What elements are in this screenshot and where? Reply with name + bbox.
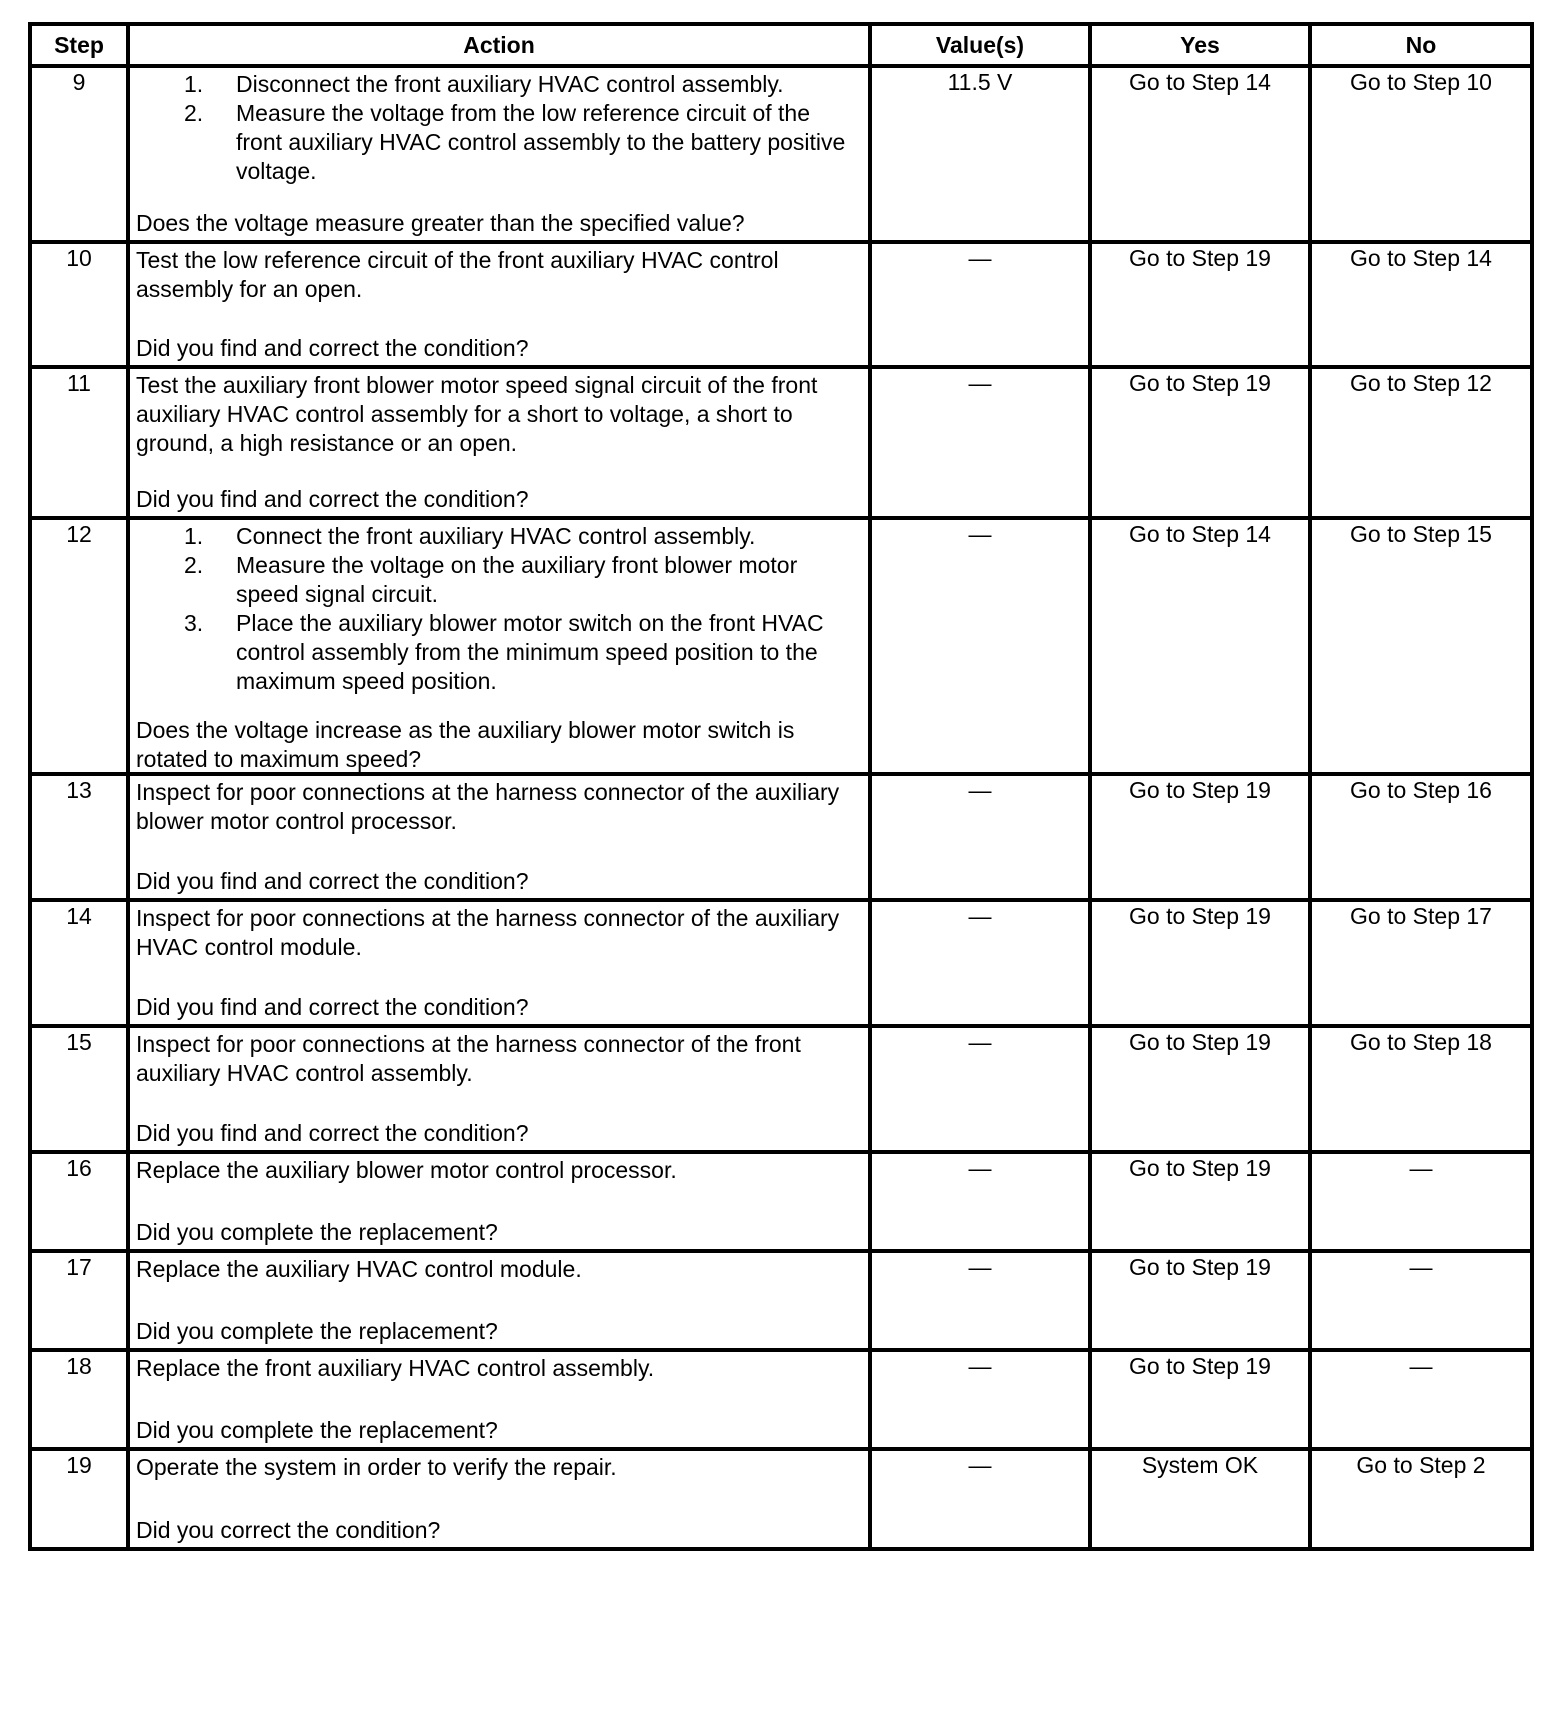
no-result: Go to Step 12	[1310, 367, 1532, 518]
table-row	[30, 1152, 1532, 1251]
instruction-text: Replace the auxiliary HVAC control module.	[136, 1256, 582, 1282]
header-values: Value(s)	[870, 24, 1090, 66]
instruction-text: Test the low reference circuit of the front auxiliary HVAC control assembly for an open.	[136, 247, 779, 302]
instruction-text: Operate the system in order to verify the repair.	[136, 1454, 617, 1480]
action-cell	[128, 1026, 870, 1152]
question-text: Did you complete the replacement?	[136, 1219, 498, 1245]
no-result: —	[1310, 1152, 1532, 1251]
value-cell: —	[870, 242, 1090, 367]
action-content	[130, 520, 868, 772]
diagnostic-table	[28, 22, 1534, 1551]
step-number: 9	[30, 66, 128, 242]
list-text: Place the auxiliary blower motor switch on the front HVAC control assembly from the minimum speed position to the maximum speed position.	[236, 610, 824, 694]
table-row	[30, 1026, 1532, 1152]
action-content	[130, 369, 868, 516]
action-content	[130, 68, 868, 240]
value-cell: —	[870, 1026, 1090, 1152]
question-text: Did you find and correct the condition?	[136, 868, 529, 894]
instruction-text: Test the auxiliary front blower motor speed signal circuit of the front auxiliary HVAC control assembly for a short to voltage, a short to ground, a high resistance or an open.	[136, 372, 818, 456]
action-cell	[128, 1152, 870, 1251]
question-text: Does the voltage increase as the auxiliary blower motor switch is rotated to maximum speed?	[136, 717, 795, 772]
table-row	[30, 900, 1532, 1026]
table-row	[30, 774, 1532, 900]
action-list	[136, 70, 862, 186]
action-cell	[128, 900, 870, 1026]
yes-result: Go to Step 19	[1090, 1251, 1310, 1350]
value-cell: —	[870, 900, 1090, 1026]
list-number: 2.	[184, 552, 204, 578]
header-row	[30, 24, 1532, 66]
action-content	[130, 244, 868, 365]
step-number: 19	[30, 1449, 128, 1549]
header-no: No	[1310, 24, 1532, 66]
yes-result: Go to Step 19	[1090, 1152, 1310, 1251]
instruction-text: Replace the auxiliary blower motor control processor.	[136, 1157, 677, 1183]
action-list-item	[136, 99, 862, 186]
action-cell	[128, 1449, 870, 1549]
step-number: 12	[30, 518, 128, 774]
question-text: Did you correct the condition?	[136, 1517, 441, 1543]
no-result: Go to Step 10	[1310, 66, 1532, 242]
question-text: Did you complete the replacement?	[136, 1417, 498, 1443]
question-text: Did you find and correct the condition?	[136, 994, 529, 1020]
question-text: Did you find and correct the condition?	[136, 335, 529, 361]
no-result: Go to Step 18	[1310, 1026, 1532, 1152]
value-cell: —	[870, 518, 1090, 774]
value-cell: —	[870, 1350, 1090, 1449]
instruction-text: Replace the front auxiliary HVAC control assembly.	[136, 1355, 655, 1381]
yes-result: Go to Step 19	[1090, 1350, 1310, 1449]
step-number: 17	[30, 1251, 128, 1350]
yes-result: Go to Step 19	[1090, 1026, 1310, 1152]
instruction-text: Inspect for poor connections at the harness connector of the front auxiliary HVAC control assembly.	[136, 1031, 801, 1086]
table-row	[30, 66, 1532, 242]
value-cell: —	[870, 774, 1090, 900]
question-text: Did you find and correct the condition?	[136, 486, 529, 512]
action-list-item	[136, 70, 862, 99]
action-content	[130, 1028, 868, 1150]
no-result: Go to Step 16	[1310, 774, 1532, 900]
action-cell	[128, 242, 870, 367]
step-number: 14	[30, 900, 128, 1026]
instruction-text: Inspect for poor connections at the harness connector of the auxiliary blower motor control processor.	[136, 779, 840, 834]
list-text: Connect the front auxiliary HVAC control assembly.	[236, 523, 756, 549]
action-list	[136, 522, 862, 696]
value-cell: —	[870, 1251, 1090, 1350]
list-number: 3.	[184, 610, 204, 636]
step-number: 13	[30, 774, 128, 900]
instruction-text: Inspect for poor connections at the harness connector of the auxiliary HVAC control module.	[136, 905, 840, 960]
step-number: 10	[30, 242, 128, 367]
list-text: Measure the voltage from the low reference circuit of the front auxiliary HVAC control assembly to the battery positive voltage.	[236, 100, 846, 184]
no-result: Go to Step 17	[1310, 900, 1532, 1026]
yes-result: Go to Step 14	[1090, 66, 1310, 242]
action-cell	[128, 1251, 870, 1350]
action-content	[130, 776, 868, 898]
yes-result: Go to Step 19	[1090, 242, 1310, 367]
action-cell	[128, 774, 870, 900]
table-row	[30, 1350, 1532, 1449]
yes-result: Go to Step 19	[1090, 774, 1310, 900]
yes-result: Go to Step 19	[1090, 900, 1310, 1026]
no-result: —	[1310, 1350, 1532, 1449]
header-yes: Yes	[1090, 24, 1310, 66]
action-list-item	[136, 551, 862, 609]
action-content	[130, 1154, 868, 1249]
value-cell: —	[870, 367, 1090, 518]
action-list-item	[136, 522, 862, 551]
step-number: 11	[30, 367, 128, 518]
no-result: Go to Step 15	[1310, 518, 1532, 774]
action-cell	[128, 367, 870, 518]
no-result: Go to Step 2	[1310, 1449, 1532, 1549]
list-text: Disconnect the front auxiliary HVAC control assembly.	[236, 71, 784, 97]
action-content	[130, 1451, 868, 1547]
yes-result: Go to Step 19	[1090, 367, 1310, 518]
action-cell	[128, 518, 870, 774]
value-cell: —	[870, 1449, 1090, 1549]
header-step: Step	[30, 24, 128, 66]
step-number: 16	[30, 1152, 128, 1251]
list-text: Measure the voltage on the auxiliary front blower motor speed signal circuit.	[236, 552, 798, 607]
yes-result: Go to Step 14	[1090, 518, 1310, 774]
table-body	[30, 66, 1532, 1549]
no-result: Go to Step 14	[1310, 242, 1532, 367]
header-action: Action	[128, 24, 870, 66]
question-text: Did you find and correct the condition?	[136, 1120, 529, 1146]
list-number: 2.	[184, 100, 204, 126]
list-number: 1.	[184, 71, 204, 97]
table-row	[30, 1449, 1532, 1549]
step-number: 18	[30, 1350, 128, 1449]
yes-result: System OK	[1090, 1449, 1310, 1549]
value-cell: —	[870, 1152, 1090, 1251]
list-number: 1.	[184, 523, 204, 549]
no-result: —	[1310, 1251, 1532, 1350]
action-cell	[128, 1350, 870, 1449]
question-text: Does the voltage measure greater than the specified value?	[136, 210, 745, 236]
value-cell: 11.5 V	[870, 66, 1090, 242]
action-content	[130, 1352, 868, 1447]
action-list-item	[136, 609, 862, 696]
table-row	[30, 367, 1532, 518]
table-row	[30, 518, 1532, 774]
step-number: 15	[30, 1026, 128, 1152]
action-cell	[128, 66, 870, 242]
table-row	[30, 1251, 1532, 1350]
question-text: Did you complete the replacement?	[136, 1318, 498, 1344]
action-content	[130, 1253, 868, 1348]
table-row	[30, 242, 1532, 367]
action-content	[130, 902, 868, 1024]
